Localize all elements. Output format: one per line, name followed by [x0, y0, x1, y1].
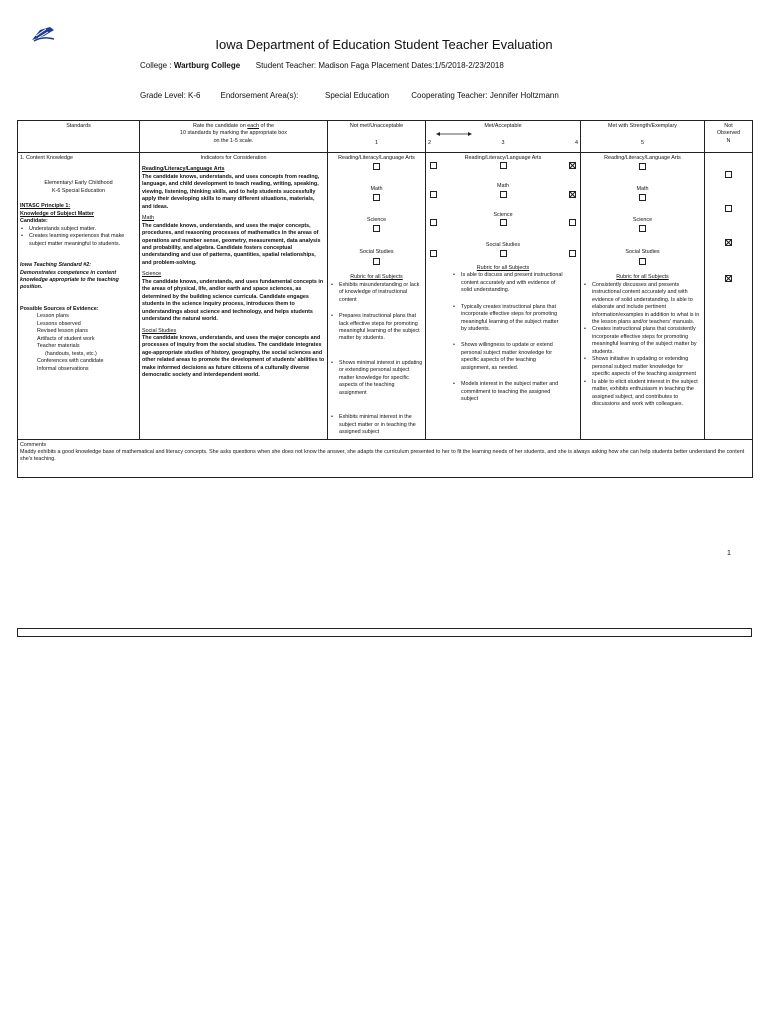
checkbox-social-3[interactable] [500, 250, 507, 257]
source-item: Lessons observed [37, 320, 81, 327]
rubric-title: Rubric for all Subjects [476, 264, 530, 271]
scale-5: 5 [641, 140, 644, 147]
college-value: Wartburg College [173, 61, 241, 70]
rubric-item: • Shows willingness to update or extend personal subject matter knowledge for specific aspects of the teaching assignment, as needed. [452, 342, 564, 372]
checkbox-reading-1[interactable] [373, 163, 380, 170]
endorsement-label: Endorsement Area(s): [220, 91, 299, 100]
college-label: College : [140, 61, 172, 70]
checkbox-science-4[interactable] [569, 219, 576, 226]
rate-line2: 10 standards by marking the appropriate box [180, 130, 287, 137]
student-teacher-label: Student Teacher: [255, 61, 317, 70]
source-item: Informal observations [37, 365, 89, 372]
rubric-title: Rubric for all Subjects [616, 274, 669, 281]
coop-value: Jennifer Holtzmann [489, 91, 559, 100]
standard-cell [18, 153, 140, 440]
standard-bullets [20, 226, 137, 248]
rubric-item: • Is able to elicit student interest in the subject matter, exhibits enthusiasm in teaching the assigned subject, and contributes to discussions and work with colleagues. [583, 379, 702, 409]
source-item: Revised lesson plans [37, 328, 88, 335]
comments-text: Maddy exhibits a good knowledge base of mathematical and literacy concepts. She asks questions when she does not know the answer, she adapts the curriculum presented to her to fit the learning needs of her students, and she is always asking how she can help students better understand the content she's teaching. [20, 449, 745, 463]
reading-title: Reading/Literacy/Language Arts [142, 166, 225, 173]
endorsement-value: Special Education [325, 91, 390, 100]
checkbox-reading-5[interactable] [639, 163, 646, 170]
checkbox-math-4[interactable] [569, 191, 576, 198]
checkbox-social-1[interactable] [373, 258, 380, 265]
not-observed-cell [705, 153, 753, 440]
checkbox-social-2[interactable] [430, 250, 437, 257]
subject-social: Social Studies [625, 249, 660, 256]
checkbox-math-1[interactable] [373, 194, 380, 201]
subject-math: Math [497, 183, 509, 190]
source-item: Lesson plans [37, 313, 69, 320]
rubric-item: • Prepares instructional plans that lack effective steps for promoting meaningful learning of the subject matter by students. [330, 313, 423, 343]
not-observed-2: Observed [716, 130, 741, 137]
checkbox-math-2[interactable] [430, 191, 437, 198]
source-item: (handouts, tests, etc.) [45, 350, 97, 357]
exemplary-label: Met with Strength/Exemplary [608, 123, 677, 129]
indicators-cell [140, 153, 328, 440]
science-text: The candidate knows, understands, and uses fundamental concepts in the areas of physical, life, and/or earth and space sciences, as determined by the building science curricula. Candidate engages students in the science inquiry process, introduces them to understandings about science and technology, and helps students understand the natural world. [142, 278, 324, 323]
checkbox-science-n[interactable] [725, 239, 732, 246]
indicators-title: Indicators for Consideration [200, 155, 267, 161]
coop-label: Cooperating Teacher: [411, 91, 488, 100]
rubric-exemplary [583, 282, 702, 409]
rubric-met [428, 272, 578, 403]
exemplary-cell [581, 153, 705, 440]
iowa-standard: Iowa Teaching Standard #2: [20, 262, 92, 269]
math-text: The candidate knows, understands, and uses the major concepts, procedures, and reasoning processes of mathematics in the areas of operations and number sense, geometry, measurement, data analysis and probability, and algebra. Candidate fosters conceptual understanding and use of patterns, quantities, spatial relationships, and problem-solving. [142, 222, 321, 266]
header-rate-instructions [140, 121, 328, 153]
scale-4: 4 [575, 140, 578, 147]
subject-math: Math [636, 185, 649, 192]
header-line-2 [140, 91, 559, 100]
comments-cell [18, 439, 753, 477]
subject-science: Science [366, 216, 387, 223]
comments-label: Comments [20, 441, 47, 448]
met-label: Met/Acceptable [484, 123, 522, 129]
rubric-item: • Exhibits misunderstanding or lack of knowledge of instructional content [330, 282, 423, 304]
intasc-sub: Knowledge of Subject Matter [20, 210, 94, 217]
rubric-title: Rubric for all Subjects [350, 274, 403, 281]
checkbox-reading-3[interactable] [500, 162, 507, 169]
checkbox-science-5[interactable] [639, 225, 646, 232]
rate-line1-end: of the [260, 123, 274, 129]
checkbox-science-3[interactable] [500, 219, 507, 226]
header-exemplary [581, 121, 705, 153]
page-number: 1 [727, 550, 731, 557]
program-1: Elementary/ Early Childhood [44, 180, 113, 187]
checkbox-math-5[interactable] [639, 194, 646, 201]
standard-bullet: • Understands subject matter. [20, 226, 137, 233]
checkbox-social-n[interactable] [725, 275, 732, 282]
standard-bullet: • Creates learning experiences that make subject matter meaningful to students. [20, 233, 137, 248]
rubric-not-met [330, 282, 423, 437]
rubric-item: • Typically creates instructional plans that incorporate effective steps for promoting meaningful learning of the subject matter by students. [452, 304, 564, 334]
social-text: The candidate knows, understands, and uses the major concepts and processes of inquiry from the social studies. The candidate integrates age-appropriate studies of history, geography, the social sciences and other related areas to promote the development of students' abilities to make informed decisions as future citizens of a culturally diverse democratic society and interdependent world. [142, 334, 325, 379]
rubric-item: • Shows minimal interest in updating or extending personal subject matter knowledge for specific aspects of the teaching assignment [330, 360, 423, 397]
checkbox-math-3[interactable] [500, 191, 507, 198]
checkbox-science-2[interactable] [430, 219, 437, 226]
subject-science: Science [632, 216, 653, 223]
subject-reading: Reading/Literacy/Language Arts [338, 155, 415, 161]
iowa-description: Demonstrates competence in content knowledge appropriate to the teaching position. [20, 269, 119, 291]
intasc-principle: INTASC Principle 1: [20, 203, 71, 210]
sources-title: Possible Sources of Evidence: [20, 305, 99, 312]
next-page-box [17, 628, 752, 637]
checkbox-social-5[interactable] [639, 258, 646, 265]
not-met-label: Not met/Unacceptable [349, 123, 404, 129]
rubric-item: • Creates instructional plans that consistently incorporate effective steps for promoting meaningful learning of the subject matter by students. [583, 326, 702, 356]
rate-line3: on the 1-5 scale. [213, 137, 254, 144]
science-title: Science [142, 271, 162, 278]
source-item: Artifacts of student work [37, 335, 95, 342]
rubric-item: • Models interest in the subject matter and commitment to teaching the assigned subject [452, 381, 564, 403]
checkbox-reading-n[interactable] [725, 171, 732, 178]
student-teacher-value: Madison Faga [318, 61, 370, 70]
checkbox-math-n[interactable] [725, 205, 732, 212]
subject-math: Math [370, 185, 383, 192]
grade-label: Grade Level: [140, 91, 186, 100]
header-line-1 [140, 61, 504, 70]
reading-text: The candidate knows, understands, and uses concepts from reading, language, and child development to teach reading, writing, speaking, viewing, listening, thinking skills, and to help students successfully apply their developing skills to many different situations, materials, and ideas. [142, 173, 320, 210]
source-item: Conferences with candidate [37, 358, 104, 365]
grade-value: K-6 [188, 91, 201, 100]
scale-1: 1 [375, 140, 378, 147]
scale-2: 2 [428, 140, 431, 147]
rate-each: each [247, 123, 259, 129]
not-observed-3: N [726, 137, 731, 144]
program-2: K-6 Special Education [51, 187, 106, 194]
source-item: Teacher materials [37, 343, 80, 350]
header-met [426, 121, 581, 153]
evaluation-table [17, 120, 753, 478]
subject-reading: Reading/Literacy/Language Arts [604, 155, 681, 161]
header-not-met [328, 121, 426, 153]
placement-label: Placement Dates: [371, 61, 435, 70]
sources-list [20, 313, 137, 373]
subject-science: Science [493, 211, 513, 218]
candidate-label: Candidate: [20, 218, 48, 225]
rubric-item: • Shows initiative in updating or extending personal subject matter knowledge for specific aspects of the teaching assignment [583, 356, 702, 378]
checkbox-reading-2[interactable] [430, 162, 437, 169]
checkbox-reading-4[interactable] [569, 162, 576, 169]
checkbox-social-4[interactable] [569, 250, 576, 257]
met-cell [426, 153, 581, 440]
not-observed-1: Not [724, 123, 733, 129]
rubric-item: • Consistently discusses and presents instructional content accurately and with evidence of solid understanding. Is able to elaborate and include pertinent information/examples in addition to what is in the lesson plans and/or teachers' manuals. [583, 282, 702, 327]
subject-reading: Reading/Literacy/Language Arts [464, 155, 542, 161]
header-not-observed [705, 121, 753, 153]
social-title: Social Studies [142, 327, 177, 334]
rubric-item: • Is able to discuss and present instructional content accurately and with evidence of solid understanding. [452, 272, 564, 294]
standard-title: 1. Content Knowledge [20, 155, 74, 161]
placement-value: 1/5/2018-2/23/2018 [434, 61, 504, 70]
subject-social: Social Studies [485, 242, 521, 249]
rate-line1: Rate the candidate on [193, 123, 246, 129]
subject-social: Social Studies [359, 249, 394, 256]
header-standards [18, 121, 140, 153]
rubric-item: • Exhibits minimal interest in the subject matter or in teaching the assigned subject [330, 414, 423, 436]
not-met-cell [328, 153, 426, 440]
math-title: Math [142, 215, 154, 222]
header-standards-label: Standards [66, 123, 91, 129]
scale-3: 3 [501, 140, 505, 147]
checkbox-science-1[interactable] [373, 225, 380, 232]
page-title: Iowa Department of Education Student Teacher Evaluation [215, 37, 553, 52]
